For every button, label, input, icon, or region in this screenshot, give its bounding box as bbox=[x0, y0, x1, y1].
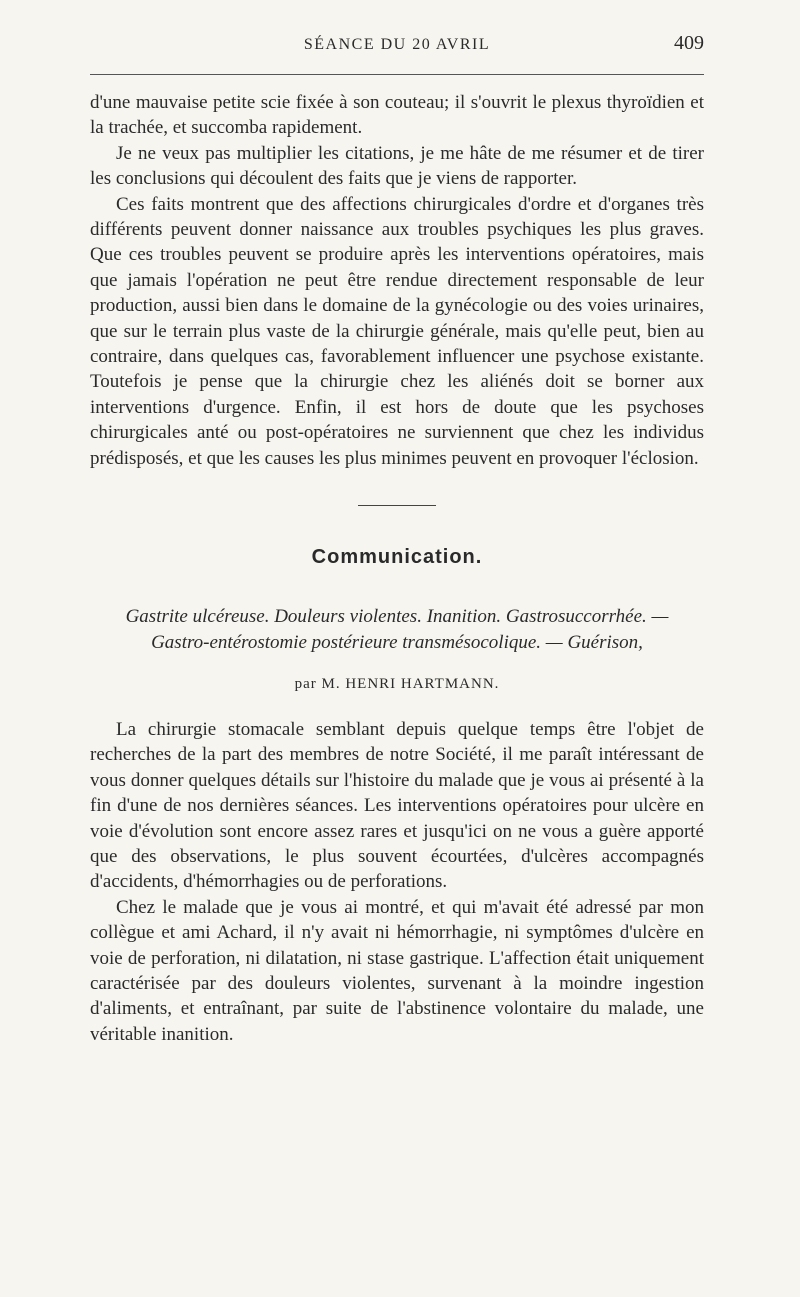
section-title: Communication. bbox=[311, 546, 483, 569]
paragraph: Ces faits montrent que des affections chirurgicales d'ordre et d'organes très différents peuvent donner naissance aux troubles psychiques les plus graves. Que ces troubles peuvent se produire après les interventions opératoires, mais que jamais l'opération ne peut être rendue directement responsable de leur production, aussi bien dans le domaine de la gynécologie ou des voies urinaires, que sur le terrain plus vaste de la chirurgie générale, mais qu'elle peut, bien au contraire, dans quelques cas, favorablement influencer une psychose existante. Toutefois je pense que la chirurgie chez les aliénés doit se borner aux interventions d'urgence. Enfin, il est hors de doute que les psychoses chirurgicales anté ou post-opératoires ne surviennent que chez les individus prédisposés, et que les causes les plus minimes peuvent en provoquer l'éclosion. bbox=[90, 193, 704, 469]
paragraph: La chirurgie stomacale semblant depuis quelque temps être l'objet de recherches de la part des membres de notre Société, il me paraît intéressant de vous donner quelques détails sur l'histoire du malade que je vous ai présenté à la fin d'une de nos dernières séances. Les interventions opératoires pour ulcère en voie d'évolution sont encore assez rares et jusqu'ici on ne vous a guère apporté que des observations, le plus souvent écourtées, d'ulcères accompagnés d'accidents, d'hémorrhagies ou de perforations. bbox=[90, 718, 704, 893]
paper-title-line-1: Gastrite ulcéreuse. Douleurs violentes. Inanition. Gastrosuccorrhée. — bbox=[125, 606, 669, 628]
paragraph: Chez le malade que je vous ai montré, et qui m'avait été adressé par mon collègue et ami Achard, il n'y avait ni hémorrhagie, ni symptômes d'ulcère en voie de perforation, ni dilatation, ni stase gastrique. L'affection était uniquement caractérisée par des douleurs violentes, survenant à la moindre ingestion d'aliments, et entraînant, par suite de l'abstinence volontaire du malade, une véritable inanition. bbox=[90, 896, 704, 1045]
running-title: SÉANCE DU 20 AVRIL bbox=[303, 36, 491, 53]
body-text bbox=[90, 90, 704, 1047]
paragraph-continuation: d'une mauvaise petite scie fixée à son couteau; il s'ouvrit le plexus thyroïdien et la trachée, et succomba rapidement. bbox=[90, 92, 704, 139]
running-head bbox=[90, 32, 704, 62]
paper-title-line-2: Gastro-entérostomie postérieure transmésocolique. — Guérison, bbox=[151, 631, 643, 653]
communication-body bbox=[90, 717, 704, 1047]
header-divider bbox=[90, 74, 704, 75]
author-line: par M. HENRI HARTMANN. bbox=[294, 675, 500, 692]
page-number: 409 bbox=[674, 32, 704, 54]
paragraph: Je ne veux pas multiplier les citations, je me hâte de me résumer et de tirer les conclusions qui découlent des faits que je viens de rapporter. bbox=[90, 142, 704, 190]
document-page bbox=[90, 32, 704, 1045]
paper-title bbox=[90, 604, 704, 655]
section-divider bbox=[358, 505, 436, 506]
